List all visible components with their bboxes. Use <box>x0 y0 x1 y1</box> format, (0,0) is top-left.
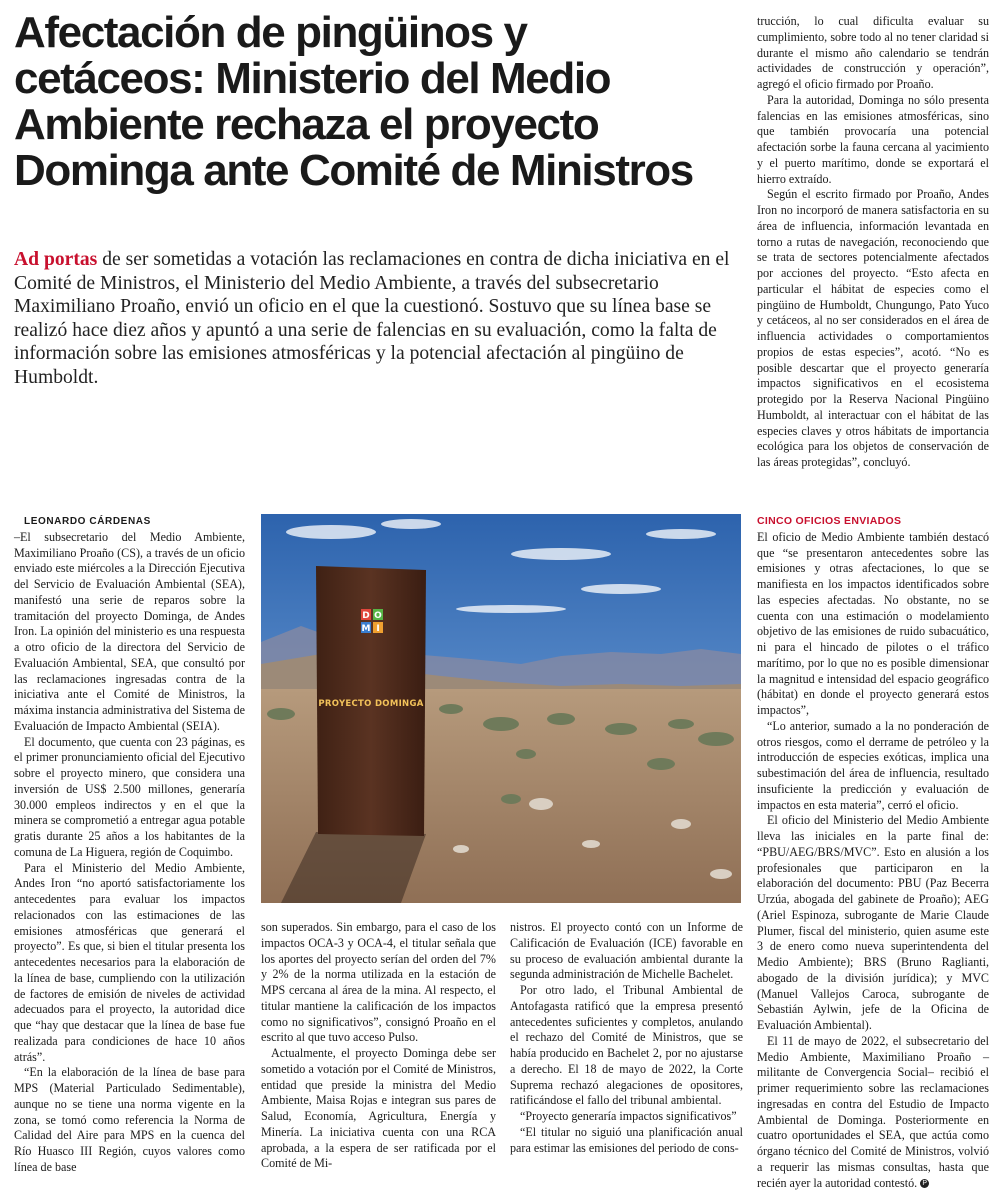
body-paragraph: “Proyecto generaría impactos significativos” <box>520 1109 737 1123</box>
lead-paragraph <box>14 248 734 389</box>
lead-kicker: Ad portas <box>14 249 98 270</box>
headline-line: cetáceos: Ministerio del Medio <box>14 54 611 103</box>
body-paragraph: El oficio del Ministerio del Medio Ambiente lleva las iniciales en la parte final de: “PBU/AEG/BRS/MVC”. Esto en alusión a los profesionales que participaron en la elaboración del documento: PBU (Paz Becerra Urzúa, abogada del gabinete de Proaño); AEG (Ariel Espinoza, subrogante de Marie Claude Plumer, fiscal del ministerio, quien asume este 3 de enero como nueva superintendenta del Medio Ambiente); BRS (Bruno Raglianti, abogado de la división jurídica); y MVC (Manuel Vallejos Caroca, subrogante de Sebastián Aylwin, jefe de la Oficina de Evaluación Ambiental). <box>757 813 989 1032</box>
body-paragraph: son superados. Sin embargo, para el caso de los impactos OCA-3 y OCA-4, el titular señala que los aportes del proyecto serían del orden del 7% y 2% de la norma utilizada en la estación de MPS cercana al área de la mina. Al respecto, el titular mantiene la calificación de los impactos como no significativos”, consignó Proaño en el escrito al que tuvo acceso Pulso. <box>261 920 496 1045</box>
headline <box>14 10 749 194</box>
column-4 <box>757 14 989 471</box>
body-paragraph: Para el Ministerio del Medio Ambiente, Andes Iron “no aportó satisfactoriamente los antecedentes para evaluar los impactos relacionados con las estimaciones de las emisiones atmosféricas que generará el proyecto”. Es que, si bien el titular presenta los antecedentes necesarios para la elaboración de la línea de base, cumpliendo con la utilización de factores de emisión de niveles de actividad adecuados para el proyecto, la autoridad dice que “hay que destacar que la línea de base fue realizada para condiciones de hace 10 años atrás”. <box>14 860 245 1064</box>
column-5 <box>757 514 989 1191</box>
logo-letter: D <box>362 611 370 621</box>
body-paragraph: –El subsecretario del Medio Ambiente, Maximiliano Proaño (CS), a través de un oficio enviado este miércoles a la Dirección Ejecutiva del Servicio de Evaluación Ambiental (SEA), manifestó una serie de reparos sobre la tramitación del proyecto Dominga, de Andes Iron. La opinión del ministerio es una respuesta a otro oficio de la directora del Servicio de Evaluación Ambiental, SEA, que consultó por las reclamaciones ingresadas contra de la iniciativa ante el Comité de Ministros, la máxima instancia administrativa del Sistema de Evaluación de Impacto Ambiental (SEIA). <box>14 529 245 733</box>
body-paragraph: “En la elaboración de la línea de base para MPS (Material Particulado Sedimentable), aunque no se tiene una norma vigente en la zona, se tomó como referencia la Norma de Calidad del Aire para MPS en la cuenca del Río Huasco III Región, cuyos valores como línea de base <box>14 1065 245 1174</box>
logo-letter: M <box>361 624 371 634</box>
dominga-monolith-photo <box>261 514 741 903</box>
body-paragraph: “El titular no siguió una planificación anual para estimar las emisiones del periodo de cons- <box>510 1124 743 1155</box>
body-paragraph <box>757 1034 989 1191</box>
body-paragraph: nistros. El proyecto contó con un Informe de Calificación de Evaluación (ICE) favorable en su proceso de evaluación ambiental durante la segunda administración de Michelle Bachelet. <box>510 920 743 982</box>
closing-text: El 11 de mayo de 2022, el subsecretario del Medio Ambiente, Maximiliano Proaño –militante de Convergencia Social– recibió el primer requerimiento sobre las reclamaciones ingresadas en contra del Estudio de Impacto Ambiental de Dominga. Posteriormente en cuatro oportunidades el SEA, que actúa como órgano técnico del Comité de Ministros, volvió a requerir las mismas consultas, hasta que recién ayer la autoridad contestó. <box>757 1033 989 1190</box>
column-3 <box>510 920 743 1156</box>
body-paragraph: El oficio de Medio Ambiente también destacó que “se presentaron antecedentes sobre las emisiones y otras afectaciones, lo que se manifiesta en los impactos identificados sobre las especies afectadas. No obstante, no se cuenta con una estimación o modelamiento objetivo de las emisiones de ruido subacuático, ni para el hincado de pilotes o el tráfico marítimo, por lo que no es posible dimensionar la magnitud e intensidad del espacio geográfico (hábitat) en donde el proyecto generará estos impactos”, <box>757 529 989 717</box>
body-paragraph: trucción, lo cual dificulta evaluar su cumplimiento, sobre todo al no tener claridad si durante el mismo año calendario se tendrán actividades de construcción y operación”, agregó el oficio firmado por Proaño. <box>757 14 989 91</box>
body-paragraph: Por otro lado, el Tribunal Ambiental de Antofagasta ratificó que la empresa presentó antecedentes suficientes y completos, anulando el rechazo del Comité de Ministros, que se había producido en Bachelet 2, por no ajustarse a derecho. El 18 de mayo de 2022, la Corte Suprema rechazó alegaciones de opositores, ratificándose el fallo del tribunal ambiental. <box>510 983 743 1108</box>
body-paragraph: Actualmente, el proyecto Dominga debe ser sometido a votación por el Comité de Ministros, entidad que preside la ministra del Medio Ambiente, Maisa Rojas e integran sus pares de Salud, Economía, Agricultura, Energía y Minería. La iniciativa cuenta con una RCA aprobada, a la espera de ser ratificada por el Comité de Mi- <box>261 1046 496 1171</box>
body-paragraph: Según el escrito firmado por Proaño, Andes Iron no incorporó de manera satisfactoria en su área de influencia, información levantada en torno a rutas de navegación, reconociendo que se trata de sectores potencialmente afectados por acciones del proyecto. “Esto afecta en particular el hábitat de especies como el pingüino de Humboldt, Chungungo, Pato Yuco y cetáceos, al no ser considerados en el área de influencia actividades o comportamientos propios de estas especies”, acotó. “No es posible descartar que el proyecto generaría impactos significativos en el ecosistema protegido por la Reserva Nacional Pingüino Humboldt, al interactuar con el hábitat de las especies claves y otros hábitats de importancia ecológica para los objetos de conservación de las áreas protegidas”, concluyó. <box>757 187 989 469</box>
byline: LEONARDO CÁRDENAS <box>24 516 151 527</box>
headline-line: Ambiente rechaza el proyecto <box>14 100 599 149</box>
logo-letter: I <box>376 624 380 634</box>
body-paragraph: “Lo anterior, sumado a la no ponderación de otros riesgos, como el derrame de petróleo y la introducción de especies exóticas, implica una subestimación del área de influencia, resultado insuficiente la predicción y evaluación de impactos en esta materia”, cerró el oficio. <box>757 718 989 812</box>
headline-line: Afectación de pingüinos y <box>14 8 527 57</box>
column-2 <box>261 920 496 1172</box>
section-subhead: CINCO OFICIOS ENVIADOS <box>757 515 902 527</box>
column-1 <box>14 514 245 1176</box>
headline-line: Dominga ante Comité de Ministros <box>14 146 693 195</box>
body-paragraph: El documento, que cuenta con 23 páginas, es el primer pronunciamiento oficial del Ejecutivo sobre el proyecto minero, que considera una inversión de US$ 2.500 millones, generaría 30.000 empleos indirectos y en el que la minera se comprometió a entregar agua potable gratis durante 25 años a los habitantes de la comuna de La Higuera, región de Coquimbo. <box>14 734 245 859</box>
lead-text: de ser sometidas a votación las reclamaciones en contra de dicha iniciativa en el Comité de Ministros, el Ministerio del Medio Ambiente, a través del subsecretario Maximiliano Proaño, envió un oficio en el que la cuestionó. Sostuvo que su línea base se realizó hace diez años y apuntó a una serie de falencias en su evaluación, como la falta de información sobre las emisiones atmosféricas y la potencial afectación al pingüino de Humboldt. <box>14 249 730 388</box>
end-mark-icon: P <box>920 1179 929 1188</box>
logo-letter: O <box>374 611 382 621</box>
monolith-sign-text: PROYECTO DOMINGA <box>318 699 424 709</box>
body-paragraph: Para la autoridad, Dominga no sólo presenta falencias en las emisiones atmosféricas, sino que también provocaría una potencial afectación sorbe la fauna cercana al yacimiento y el puerto marítimo, donde se exportará el hierro extraído. <box>757 92 989 186</box>
